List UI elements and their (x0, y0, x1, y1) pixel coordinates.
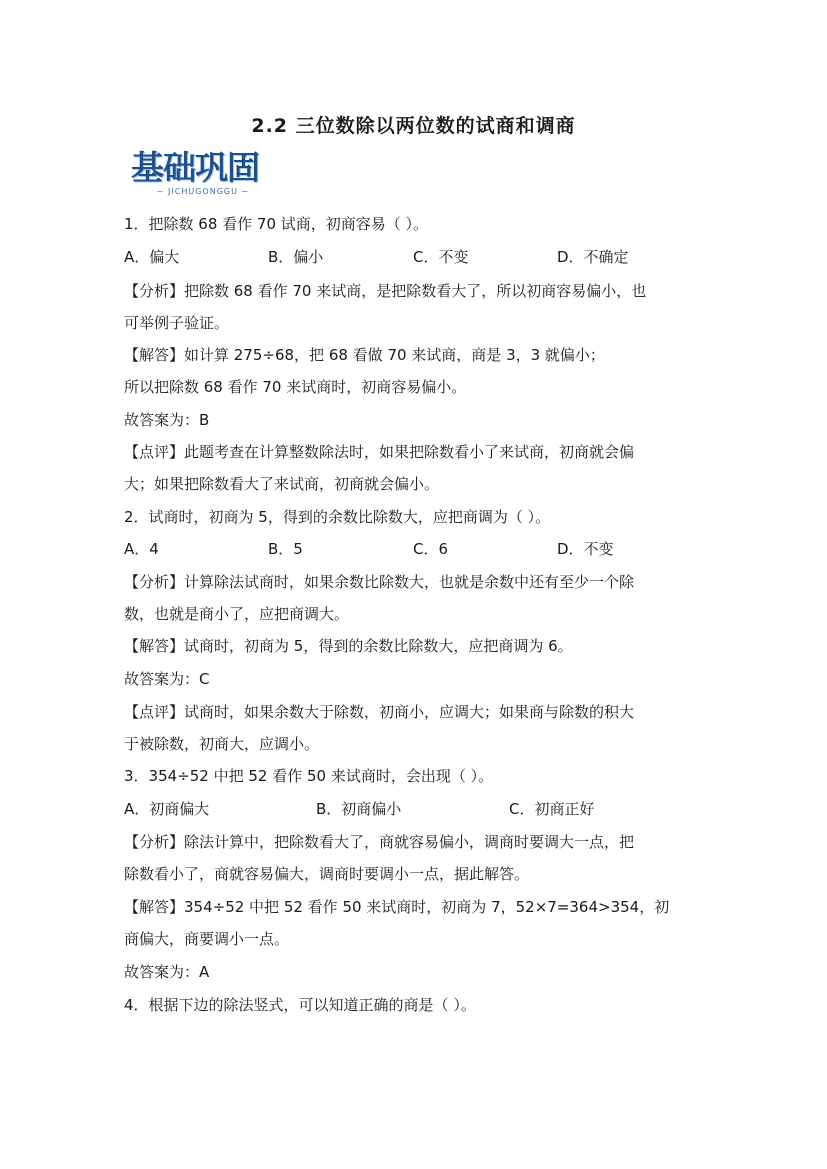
q1-comment-line1: 【点评】此题考查在计算整数除法时，如果把除数看小了来试商，初商就会偏 (124, 443, 635, 461)
q1-analysis-line1: 【分析】把除数 68 看作 70 来试商，是把除数看大了，所以初商容易偏小，也 (124, 282, 647, 300)
q2-option-d: D．不变 (557, 540, 614, 558)
q3-analysis-line1: 【分析】除法计算中，把除数看大了，商就容易偏小，调商时要调大一点，把 (124, 833, 635, 851)
q1-solution-line2: 所以把除数 68 看作 70 来试商时，初商容易偏小。 (124, 378, 467, 396)
q3-solution-line2: 商偏大，商要调小一点。 (124, 930, 290, 948)
q3-solution-line1: 【解答】354÷52 中把 52 看作 50 来试商时，初商为 7，52×7=364>354，初 (124, 898, 670, 916)
q1-analysis-line2: 可举例子验证。 (124, 314, 230, 332)
q1-option-b: B．偏小 (268, 248, 324, 266)
q4-stem: 4．根据下边的除法竖式，可以知道正确的商是（ ）。 (124, 996, 476, 1014)
q3-option-a: A．初商偏大 (124, 800, 210, 818)
q2-comment-line2: 于被除数，初商大，应调小。 (124, 735, 320, 753)
logo-subtext: ~ JICHUGONGGU ~ (156, 187, 250, 196)
q2-solution: 【解答】试商时，初商为 5，得到的余数比除数大，应把商调为 6。 (124, 637, 573, 655)
q2-option-c: C．6 (413, 540, 449, 558)
page-title: 2.2 三位数除以两位数的试商和调商 (251, 115, 576, 137)
section-logo (131, 150, 275, 198)
q2-answer: 故答案为：C (124, 670, 210, 688)
q1-option-a: A．偏大 (124, 248, 180, 266)
q2-stem: 2．试商时，初商为 5，得到的余数比除数大，应把商调为（ ）。 (124, 508, 551, 526)
q1-stem: 1．把除数 68 看作 70 试商，初商容易（ ）。 (124, 215, 429, 233)
q1-comment-line2: 大；如果把除数看大了来试商，初商就会偏小。 (124, 475, 440, 493)
q2-analysis-line1: 【分析】计算除法试商时，如果余数比除数大，也就是余数中还有至少一个除 (124, 573, 635, 591)
q1-solution-line1: 【解答】如计算 275÷68，把 68 看做 70 来试商，商是 3，3 就偏小； (124, 346, 605, 364)
q2-option-b: B．5 (268, 540, 303, 558)
q2-option-a: A．4 (124, 540, 159, 558)
q1-option-c: C．不变 (413, 248, 469, 266)
q3-option-b: B．初商偏小 (316, 800, 402, 818)
q2-comment-line1: 【点评】试商时，如果余数大于除数，初商小，应调大；如果商与除数的积大 (124, 703, 635, 721)
q3-answer: 故答案为：A (124, 963, 210, 981)
q1-answer: 故答案为：B (124, 411, 210, 429)
q2-analysis-line2: 数，也就是商小了，应把商调大。 (124, 605, 350, 623)
q1-option-d: D．不确定 (557, 248, 629, 266)
q3-analysis-line2: 除数看小了，商就容易偏大，调商时要调小一点，据此解答。 (124, 865, 530, 883)
q3-stem: 3．354÷52 中把 52 看作 50 来试商时，会出现（ ）。 (124, 767, 494, 785)
logo-text: 基础巩固 (131, 148, 259, 187)
q3-option-c: C．初商正好 (509, 800, 595, 818)
